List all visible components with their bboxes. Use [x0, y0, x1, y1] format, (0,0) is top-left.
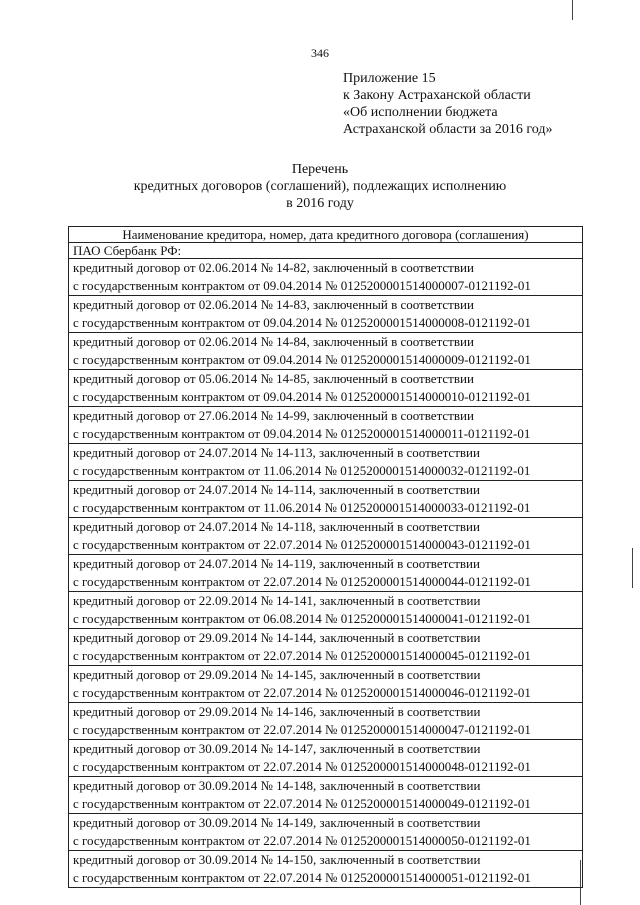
table-row — [69, 259, 583, 296]
appendix-line: «Об исполнении бюджета — [343, 105, 498, 120]
contract-reference-line: с государственным контрактом от 22.07.2014 № 0125200001514000043-0121192-01 — [73, 537, 531, 552]
contract-cell — [69, 629, 583, 666]
contract-cell — [69, 259, 583, 296]
appendix-line: Приложение 15 — [343, 71, 436, 86]
table-row — [69, 555, 583, 592]
scan-margin-line-right — [632, 548, 633, 588]
contract-reference-line: с государственным контрактом от 22.07.2014 № 0125200001514000048-0121192-01 — [73, 759, 531, 774]
contract-line: кредитный договор от 02.06.2014 № 14-83, заключенный в соответствии — [73, 297, 474, 312]
appendix-line: к Закону Астраханской области — [343, 88, 531, 103]
contract-line: кредитный договор от 02.06.2014 № 14-82, заключенный в соответствии — [73, 260, 474, 275]
table-row — [69, 407, 583, 444]
table-row — [69, 296, 583, 333]
contract-line: кредитный договор от 30.09.2014 № 14-149, заключенный в соответствии — [73, 815, 481, 830]
contract-line: кредитный договор от 30.09.2014 № 14-150, заключенный в соответствии — [73, 852, 481, 867]
creditor-name: ПАО Сбербанк РФ: — [69, 243, 583, 259]
contract-cell — [69, 407, 583, 444]
contract-line: кредитный договор от 29.09.2014 № 14-145, заключенный в соответствии — [73, 667, 481, 682]
table-header: Наименование кредитора, номер, дата кредитного договора (соглашения) — [69, 227, 583, 243]
contract-cell — [69, 814, 583, 851]
title-line: кредитных договоров (соглашений), подлежащих исполнению — [133, 179, 507, 194]
contract-cell — [69, 703, 583, 740]
contract-cell — [69, 444, 583, 481]
table-row — [69, 666, 583, 703]
contract-line: кредитный договор от 24.07.2014 № 14-119, заключенный в соответствии — [73, 556, 480, 571]
contract-cell — [69, 555, 583, 592]
title-line: в 2016 году — [286, 196, 354, 211]
appendix-line: Астраханской области за 2016 год» — [343, 122, 553, 137]
table-row — [69, 518, 583, 555]
contract-cell — [69, 333, 583, 370]
contract-reference-line: с государственным контрактом от 22.07.2014 № 0125200001514000047-0121192-01 — [73, 722, 531, 737]
contract-line: кредитный договор от 29.09.2014 № 14-146, заключенный в соответствии — [73, 704, 481, 719]
table-row — [69, 333, 583, 370]
contract-reference-line: с государственным контрактом от 22.07.2014 № 0125200001514000045-0121192-01 — [73, 648, 531, 663]
contract-reference-line: с государственным контрактом от 22.07.2014 № 0125200001514000046-0121192-01 — [73, 685, 531, 700]
contract-line: кредитный договор от 22.09.2014 № 14-141, заключенный в соответствии — [73, 593, 481, 608]
contract-reference-line: с государственным контрактом от 11.06.2014 № 0125200001514000032-0121192-01 — [73, 463, 531, 478]
contract-line: кредитный договор от 30.09.2014 № 14-147, заключенный в соответствии — [73, 741, 481, 756]
contracts-table — [68, 226, 583, 888]
contract-line: кредитный договор от 24.07.2014 № 14-114, заключенный в соответствии — [73, 482, 480, 497]
table-row — [69, 814, 583, 851]
contract-line: кредитный договор от 05.06.2014 № 14-85, заключенный в соответствии — [73, 371, 474, 386]
contract-reference-line: с государственным контрактом от 06.08.2014 № 0125200001514000041-0121192-01 — [73, 611, 531, 626]
contract-reference-line: с государственным контрактом от 09.04.2014 № 0125200001514000009-0121192-01 — [73, 352, 531, 367]
table-row — [69, 777, 583, 814]
table-row — [69, 740, 583, 777]
contract-reference-line: с государственным контрактом от 22.07.2014 № 0125200001514000044-0121192-01 — [73, 574, 531, 589]
page-number: 346 — [311, 46, 329, 60]
appendix-block — [343, 70, 552, 138]
table-row — [69, 481, 583, 518]
contract-reference-line: с государственным контрактом от 09.04.2014 № 0125200001514000010-0121192-01 — [73, 389, 531, 404]
contract-cell — [69, 851, 583, 888]
contract-cell — [69, 370, 583, 407]
contract-line: кредитный договор от 02.06.2014 № 14-84, заключенный в соответствии — [73, 334, 474, 349]
document-title — [0, 161, 640, 212]
contract-line: кредитный договор от 24.07.2014 № 14-118, заключенный в соответствии — [73, 519, 480, 534]
table-row — [69, 444, 583, 481]
table-row — [69, 592, 583, 629]
contract-reference-line: с государственным контрактом от 22.07.2014 № 0125200001514000049-0121192-01 — [73, 796, 531, 811]
contract-cell — [69, 296, 583, 333]
table-header-row — [69, 227, 583, 243]
contract-line: кредитный договор от 29.09.2014 № 14-144, заключенный в соответствии — [73, 630, 481, 645]
contract-reference-line: с государственным контрактом от 09.04.2014 № 0125200001514000011-0121192-01 — [73, 426, 531, 441]
table-row — [69, 851, 583, 888]
contract-cell — [69, 666, 583, 703]
contract-cell — [69, 777, 583, 814]
contract-reference-line: с государственным контрактом от 09.04.2014 № 0125200001514000008-0121192-01 — [73, 315, 531, 330]
creditor-row — [69, 243, 583, 259]
contract-cell — [69, 481, 583, 518]
contract-cell — [69, 592, 583, 629]
contract-line: кредитный договор от 30.09.2014 № 14-148, заключенный в соответствии — [73, 778, 481, 793]
title-line: Перечень — [291, 162, 349, 177]
contract-reference-line: с государственным контрактом от 22.07.2014 № 0125200001514000051-0121192-01 — [73, 870, 531, 885]
table-row — [69, 370, 583, 407]
contract-cell — [69, 518, 583, 555]
contract-line: кредитный договор от 24.07.2014 № 14-113, заключенный в соответствии — [73, 445, 480, 460]
contract-reference-line: с государственным контрактом от 11.06.2014 № 0125200001514000033-0121192-01 — [73, 500, 531, 515]
contract-reference-line: с государственным контрактом от 22.07.2014 № 0125200001514000050-0121192-01 — [73, 833, 531, 848]
scan-margin-line-top — [572, 0, 573, 20]
table-row — [69, 703, 583, 740]
contract-reference-line: с государственным контрактом от 09.04.2014 № 0125200001514000007-0121192-01 — [73, 278, 531, 293]
contract-cell — [69, 740, 583, 777]
contract-line: кредитный договор от 27.06.2014 № 14-99, заключенный в соответствии — [73, 408, 474, 423]
table-row — [69, 629, 583, 666]
